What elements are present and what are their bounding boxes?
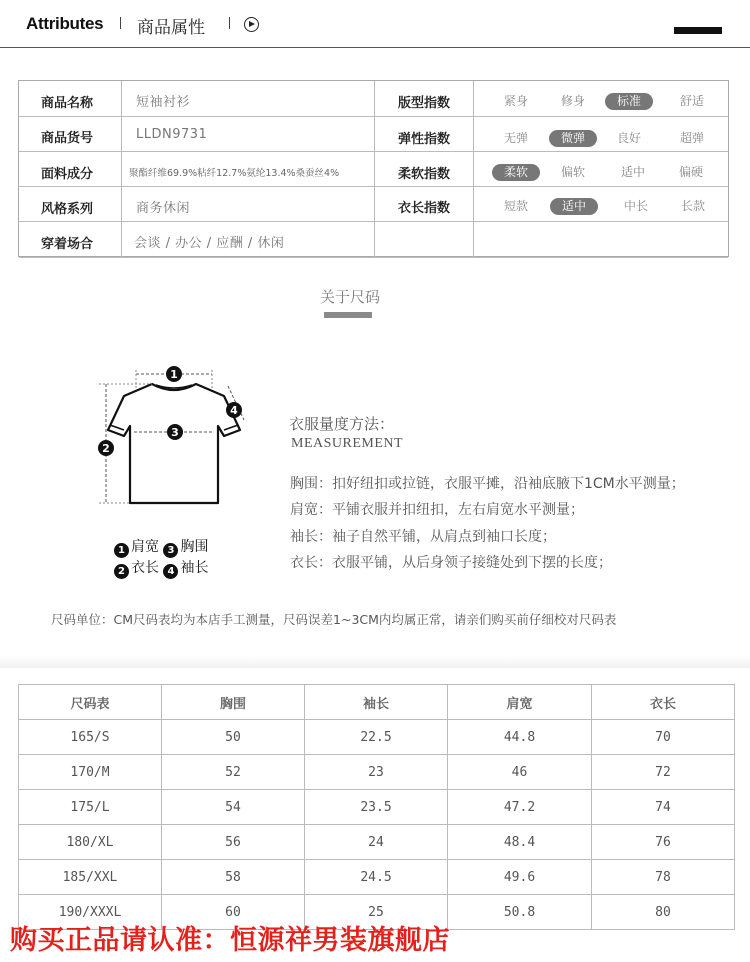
table-cell: 48.4 xyxy=(448,825,592,860)
measurement-method: 胸围：扣好纽扣或拉链，衣服平摊，沿袖底腋下1CM水平测量； xyxy=(290,476,685,492)
header-divider xyxy=(229,17,230,29)
measurement-method: 袖长：袖子自然平铺，从肩点到袖口长度； xyxy=(290,529,556,545)
index-option: 良好 xyxy=(616,131,641,145)
diagram-number: 3 xyxy=(171,426,179,439)
legend-label: 袖长 xyxy=(180,560,209,576)
header-divider xyxy=(120,17,121,29)
table-cell: 180/XL xyxy=(19,825,162,860)
attr-value: 会谈 / 办公 / 应酬 / 休闲 xyxy=(134,236,285,251)
attribute-table xyxy=(18,80,729,257)
table-cell: 78 xyxy=(592,860,735,895)
index-option: 紧身 xyxy=(503,94,528,108)
measurement-method: 衣长：衣服平铺，从后身领子接缝处到下摆的长度； xyxy=(290,555,612,571)
table-cell: 80 xyxy=(592,895,735,930)
table-cell: 190/XXXL xyxy=(19,895,162,930)
attr-label: 商品名称 xyxy=(41,96,94,111)
size-table xyxy=(18,684,735,930)
size-note: 尺码单位：CM尺码表均为本店手工测量，尺码误差1~3CM内均属正常，请亲们购买前仔细校对尺码表 xyxy=(51,612,617,627)
size-table-header xyxy=(19,685,735,720)
size-guide-title: 关于尺码 xyxy=(319,288,380,306)
table-cell: 23 xyxy=(305,755,448,790)
measurement-title-en: MEASUREMENT xyxy=(291,436,404,451)
index-option-selected: 适中 xyxy=(550,198,598,215)
attr-label: 风格系列 xyxy=(41,202,94,217)
table-row xyxy=(19,755,735,790)
table-cell: 49.6 xyxy=(448,860,592,895)
diagram-legend xyxy=(114,536,208,558)
index-option: 超弹 xyxy=(679,131,704,145)
table-cell: 24.5 xyxy=(305,860,448,895)
table-cell: 165/S xyxy=(19,720,162,755)
index-option-selected: 微弹 xyxy=(549,130,597,147)
index-label: 柔软指数 xyxy=(398,167,451,182)
section-divider xyxy=(0,656,750,668)
table-cell: 175/L xyxy=(19,790,162,825)
header-title-en: Attributes xyxy=(26,14,104,33)
table-cell: 46 xyxy=(448,755,592,790)
measurement-method: 肩宽：平铺衣服并扣纽扣，左右肩宽水平测量； xyxy=(290,502,584,518)
column-header: 尺码表 xyxy=(19,685,162,720)
attr-label: 商品货号 xyxy=(41,131,94,146)
header-title-cn: 商品属性 xyxy=(137,18,205,38)
table-cell: 24 xyxy=(305,825,448,860)
attr-value: LLDN9731 xyxy=(136,127,208,142)
index-option: 舒适 xyxy=(679,94,704,108)
column-header: 胸围 xyxy=(162,685,305,720)
index-option: 长款 xyxy=(680,199,705,213)
index-option: 短款 xyxy=(503,199,528,213)
legend-number: 2 xyxy=(114,564,129,579)
attributes-header xyxy=(0,0,750,48)
column-header: 衣长 xyxy=(592,685,735,720)
column-divider xyxy=(121,81,122,258)
attr-label: 面料成分 xyxy=(41,167,94,182)
index-label: 弹性指数 xyxy=(398,132,451,147)
diagram-number: 4 xyxy=(230,404,238,417)
table-row xyxy=(19,790,735,825)
table-cell: 50 xyxy=(162,720,305,755)
table-cell: 54 xyxy=(162,790,305,825)
index-option: 中长 xyxy=(623,199,648,213)
attr-value: 短袖衬衫 xyxy=(136,95,191,110)
column-header: 肩宽 xyxy=(448,685,592,720)
index-option: 适中 xyxy=(620,165,645,179)
measurement-title: 衣服量度方法： xyxy=(289,415,395,433)
index-label: 衣长指数 xyxy=(398,201,451,216)
column-header: 袖长 xyxy=(305,685,448,720)
table-cell: 47.2 xyxy=(448,790,592,825)
table-cell: 23.5 xyxy=(305,790,448,825)
column-divider xyxy=(473,81,474,258)
legend-number: 4 xyxy=(163,564,178,579)
attr-value: 聚酯纤维69.9%粘纤12.7%氨纶13.4%桑蚕丝4% xyxy=(129,168,340,179)
index-option: 偏硬 xyxy=(678,165,703,179)
table-cell: 52 xyxy=(162,755,305,790)
table-cell: 74 xyxy=(592,790,735,825)
legend-label: 衣长 xyxy=(131,560,159,576)
table-cell: 76 xyxy=(592,825,735,860)
index-option: 修身 xyxy=(560,94,585,108)
index-option: 偏软 xyxy=(560,165,585,179)
table-cell: 70 xyxy=(592,720,735,755)
table-row xyxy=(19,825,735,860)
legend-label: 胸围 xyxy=(180,539,209,555)
table-cell: 44.8 xyxy=(448,720,592,755)
diagram-number: 1 xyxy=(170,368,178,381)
title-underline xyxy=(324,312,372,318)
index-label: 版型指数 xyxy=(398,96,451,111)
attr-label: 穿着场合 xyxy=(41,237,94,252)
table-cell: 72 xyxy=(592,755,735,790)
index-option: 无弹 xyxy=(503,131,528,145)
attr-value: 商务休闲 xyxy=(136,201,191,216)
table-cell: 185/XXL xyxy=(19,860,162,895)
table-cell: 58 xyxy=(162,860,305,895)
table-cell: 50.8 xyxy=(448,895,592,930)
index-option-selected: 标准 xyxy=(605,93,653,110)
diagram-legend xyxy=(114,557,208,579)
table-row xyxy=(19,860,735,895)
legend-label: 肩宽 xyxy=(131,539,159,555)
tshirt-diagram-icon xyxy=(94,358,254,528)
table-cell: 60 xyxy=(162,895,305,930)
table-cell: 56 xyxy=(162,825,305,860)
table-cell: 170/M xyxy=(19,755,162,790)
table-cell: 25 xyxy=(305,895,448,930)
legend-number: 1 xyxy=(114,543,129,558)
legend-number: 3 xyxy=(163,543,178,558)
index-option-selected: 柔软 xyxy=(492,164,540,181)
store-watermark: 购买正品请认准：恒源祥男装旗舰店 xyxy=(10,925,450,956)
diagram-number: 2 xyxy=(102,442,110,455)
header-accent-bar xyxy=(674,27,722,34)
table-row xyxy=(19,720,735,755)
column-divider xyxy=(374,81,375,258)
play-circle-icon xyxy=(244,17,259,32)
table-cell: 22.5 xyxy=(305,720,448,755)
